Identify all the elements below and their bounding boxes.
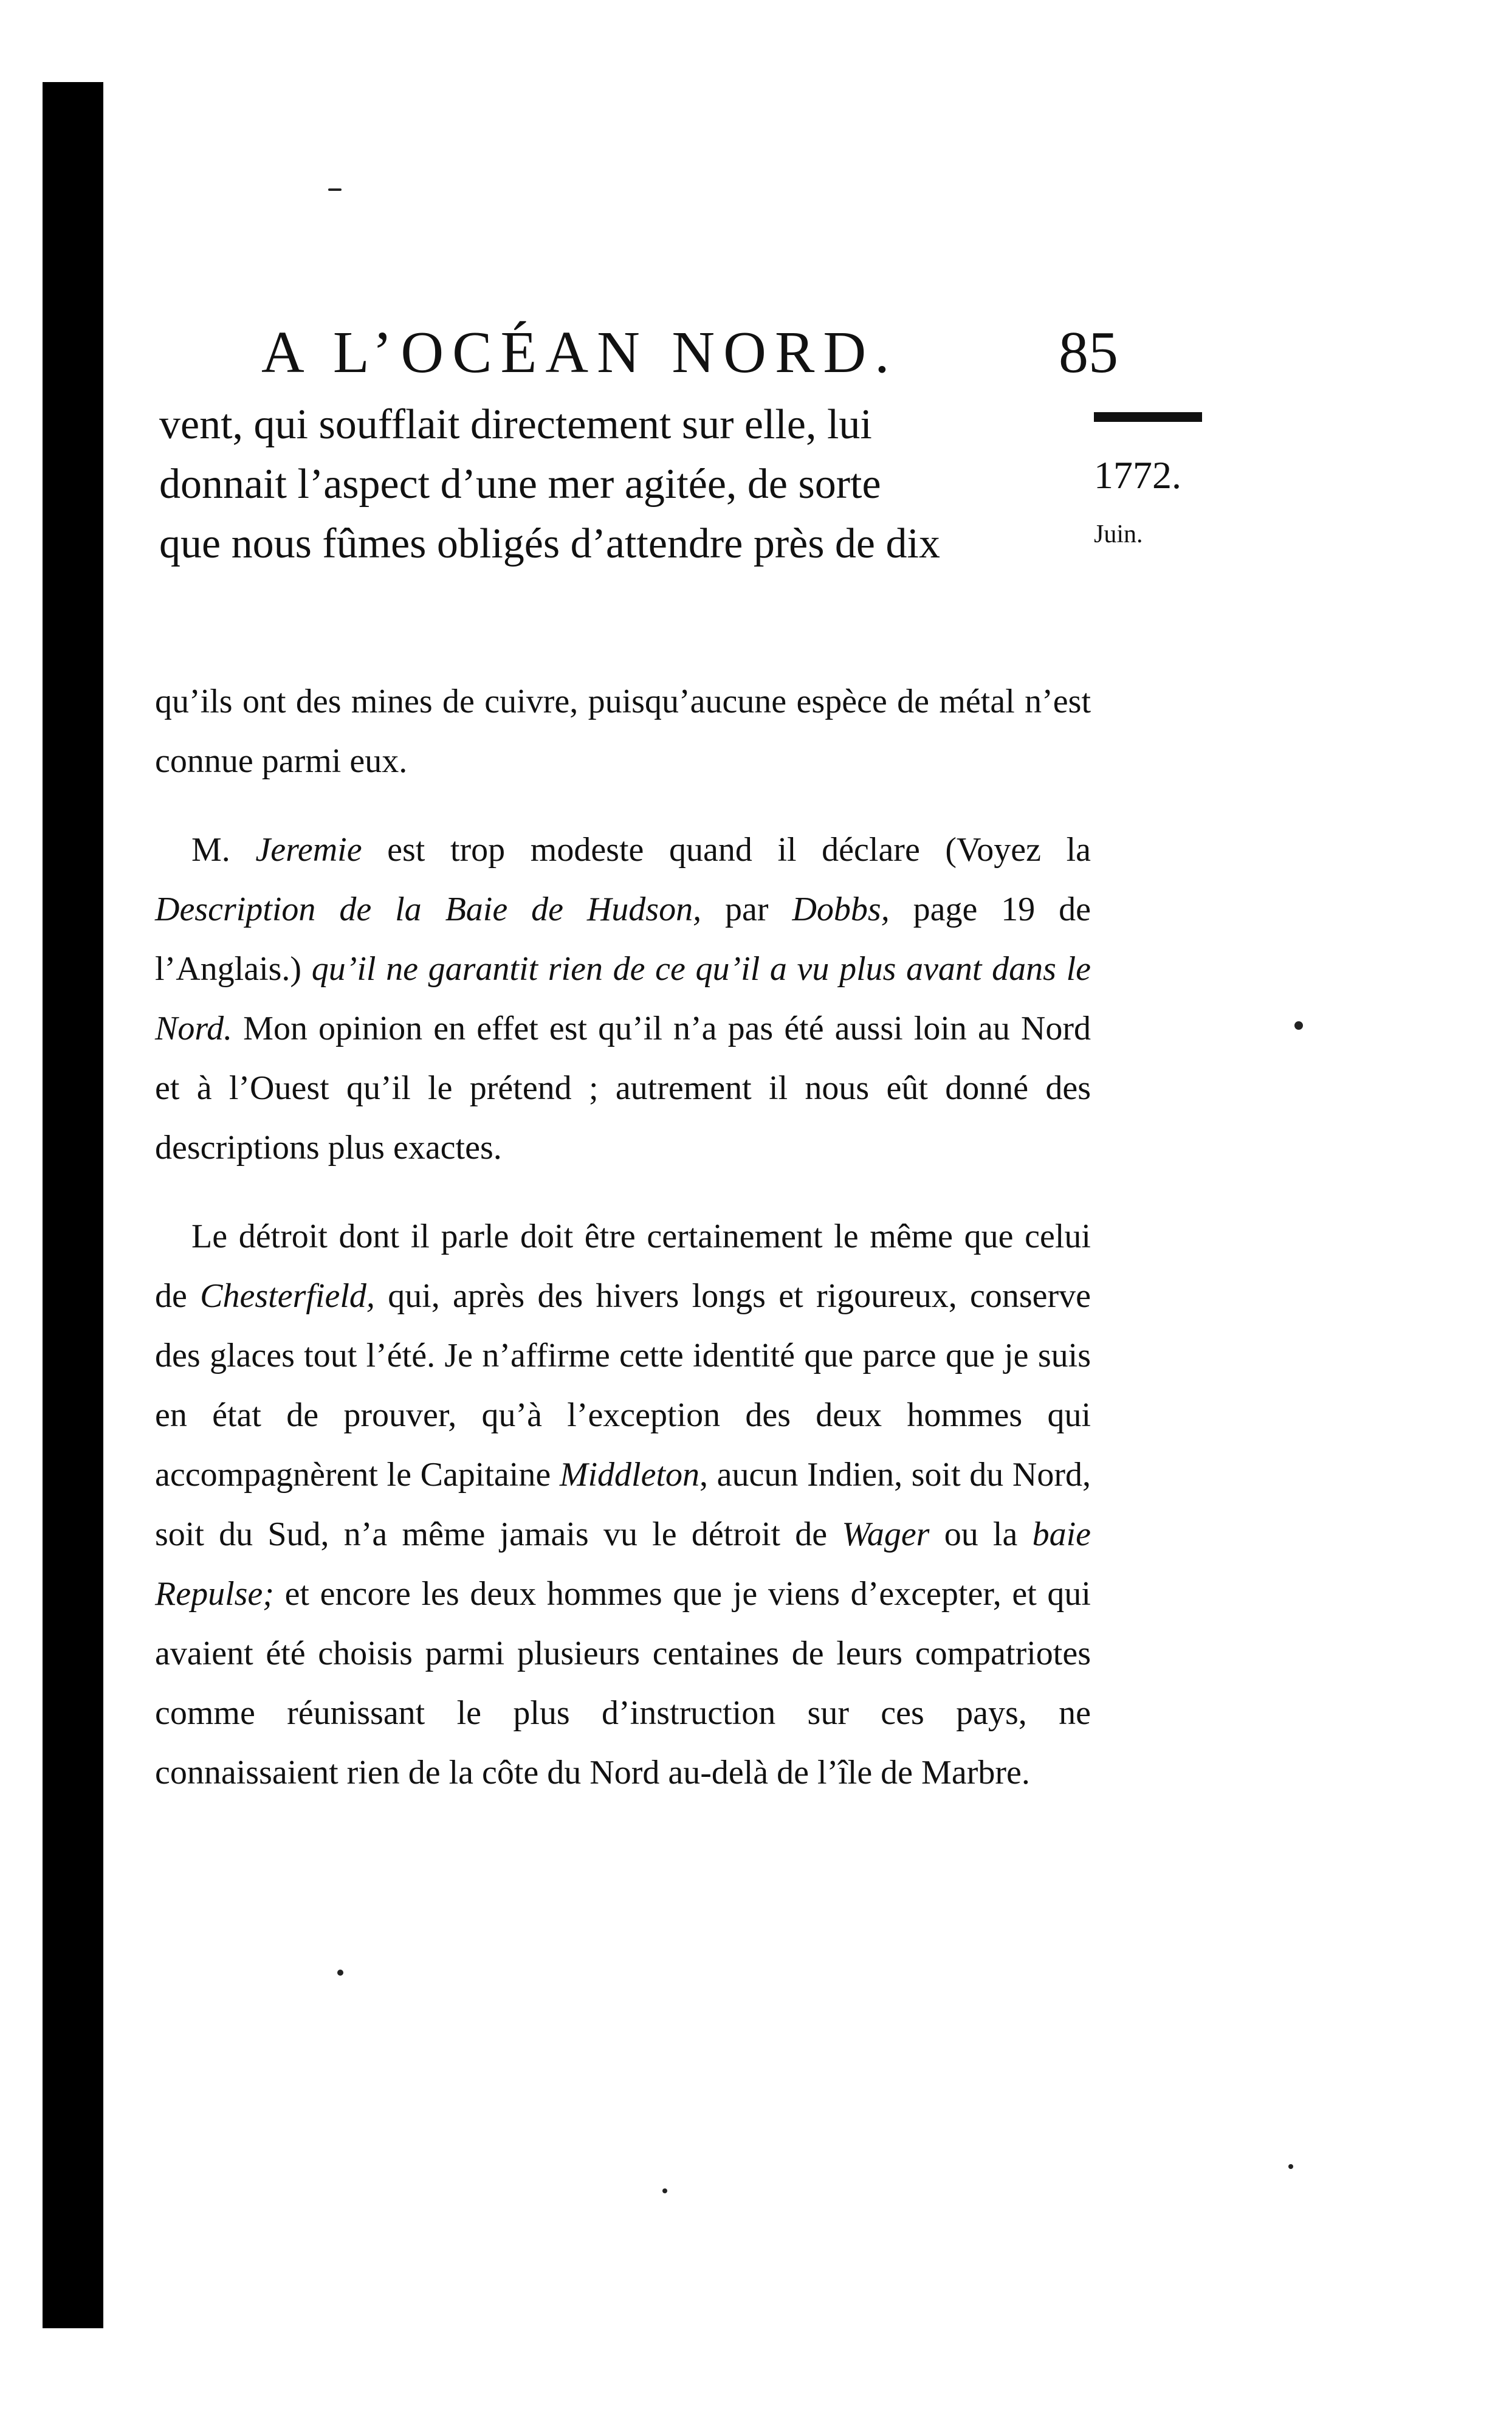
footnote-text: par — [701, 891, 792, 928]
footnote-italic: Description de la Baie de Hudson, — [155, 891, 702, 928]
scan-speck — [328, 188, 342, 191]
page-header — [261, 316, 1185, 407]
footnote-text: Le détroit dont il parle doit être certainement le même que celui de — [155, 1218, 1091, 1315]
footnote-text: , aucun Indien, soit du Nord, soit du Sud, n’a même jamais vu le détroit de — [155, 1456, 1091, 1553]
footnote-text: qui, après des hivers longs et rigoureux, conserve des glaces tout l’été. Je n’affirme cette identité que parce que je suis en état de prouver, qu’à l’exception des deux hommes qui accompagnèrent le Capitaine — [155, 1277, 1091, 1494]
margin-ornament — [1094, 412, 1202, 422]
footnote-text: et encore les deux hommes que je viens d’excepter, et qui avaient été choisis parmi plusieurs centaines de leurs compatriotes comme réunissant le plus d’instruction sur ces pays, ne connaissaient rien de la côte du Nord au-delà de l’île de Marbre. — [155, 1575, 1091, 1791]
margin-year: 1772. — [1094, 453, 1181, 497]
margin-month: Juin. — [1094, 520, 1143, 548]
main-text-line: vent, qui soufflait directement sur elle, lui — [159, 401, 872, 448]
footnote-text: ou la — [929, 1515, 1033, 1553]
footnote-paragraph — [155, 820, 1091, 1177]
footnote-italic: baie Repulse; — [155, 1515, 1091, 1613]
scan-speck — [662, 2188, 667, 2193]
footnote-text: page 19 de l’Anglais.) — [155, 891, 1091, 988]
footnote-paragraph — [155, 1207, 1091, 1802]
main-text-line: donnait l’aspect d’une mer agitée, de sorte — [159, 461, 881, 508]
main-text — [159, 395, 1204, 574]
footnote-italic: Jeremie — [255, 831, 362, 869]
footnote-text: Mon opinion en effet est qu’il n’a pas été aussi loin au Nord et à l’Ouest qu’il le prétend ; autrement il nous eût donné des descriptions plus exactes. — [155, 1010, 1091, 1167]
footnote-italic: Middleton — [559, 1456, 700, 1494]
page-number: 85 — [1059, 320, 1118, 385]
main-text-line: que nous fûmes obligés d’attendre près de dix — [159, 520, 940, 567]
footnote-text: M. — [191, 831, 256, 869]
scan-speck — [1288, 2164, 1293, 2169]
footnote-text: qu’ils ont des mines de cuivre, puisqu’aucune espèce de métal n’est connue parmi eux. — [155, 683, 1091, 780]
scan-speck — [1294, 1021, 1303, 1030]
running-title: A L’OCÉAN NORD. — [261, 320, 898, 385]
footnote-text: est trop modeste quand il déclare (Voyez la — [362, 831, 1091, 869]
footnote-block — [155, 672, 1091, 1832]
footnote-italic: Dobbs, — [792, 891, 890, 928]
footnote-italic: qu’il ne garantit rien de ce qu’il a vu plus avant dans le Nord. — [155, 950, 1091, 1047]
binding-shadow — [43, 82, 103, 2328]
footnote-italic: Chesterfield, — [200, 1277, 375, 1315]
footnote-italic: Wager — [842, 1515, 930, 1553]
footnote-paragraph — [155, 672, 1091, 791]
scan-speck — [337, 1970, 343, 1976]
